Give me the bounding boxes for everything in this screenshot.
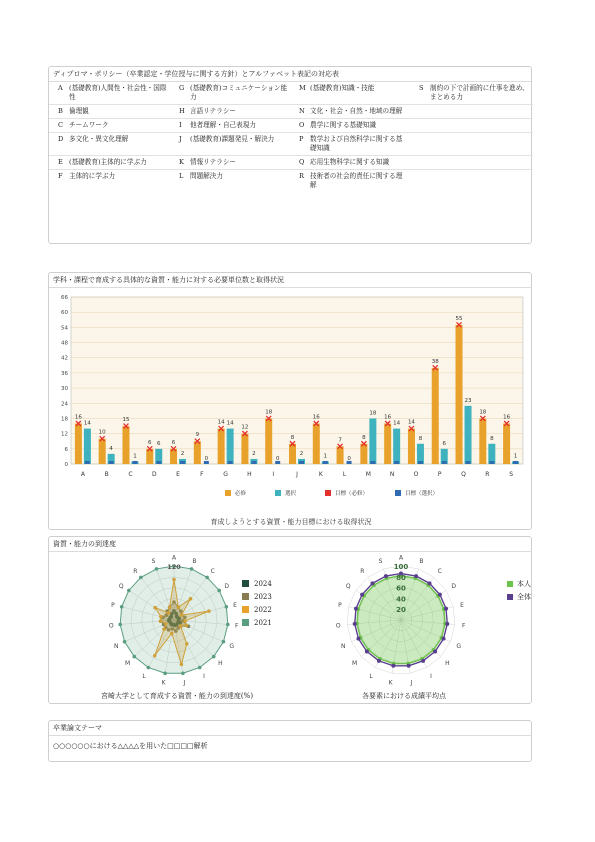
diploma-policy-panel bbox=[48, 66, 532, 244]
data-label-required: 16 bbox=[312, 414, 320, 421]
policy-description: 文化・社会・自然・地域の理解 bbox=[308, 105, 410, 119]
x-tick-label: D bbox=[151, 471, 157, 478]
bar-required bbox=[360, 444, 367, 464]
bar-required bbox=[75, 424, 82, 464]
radar-tick-label: 100 bbox=[393, 563, 409, 571]
radar-axis-label: J bbox=[410, 679, 413, 687]
chart-caption: 育成しようとする資質・能力目標における取得状況 bbox=[210, 518, 372, 526]
radar-axis-label: N bbox=[114, 642, 119, 650]
radar-axis-label: Q bbox=[345, 583, 351, 591]
policy-description: 倫理観 bbox=[67, 105, 170, 119]
data-label-elective: 14 bbox=[393, 420, 401, 427]
bar-elective bbox=[393, 429, 400, 464]
bar-required bbox=[194, 441, 201, 464]
target-elective-mark bbox=[180, 461, 185, 464]
radar-point bbox=[198, 666, 202, 670]
radar2-legend bbox=[507, 577, 531, 603]
radar-axis-label: B bbox=[419, 557, 424, 565]
legend-swatch bbox=[242, 593, 249, 600]
bar-required bbox=[122, 426, 129, 464]
data-label-elective: 0 bbox=[204, 456, 209, 462]
legend-label: 本人 bbox=[517, 579, 531, 588]
radar-point bbox=[384, 574, 388, 578]
data-label-required: 16 bbox=[384, 414, 392, 421]
radar-point bbox=[414, 574, 418, 578]
bar-required bbox=[313, 424, 320, 464]
legend-label: 目標（必修） bbox=[335, 491, 369, 497]
data-label-elective: 1 bbox=[133, 453, 137, 460]
radar-point bbox=[163, 671, 167, 675]
y-tick-label: 0 bbox=[64, 462, 68, 468]
target-elective-mark bbox=[156, 461, 161, 464]
data-label-elective: 4 bbox=[109, 445, 113, 452]
radar-axis-label: H bbox=[218, 660, 223, 668]
policy-code: L bbox=[179, 172, 184, 180]
data-label-elective: 1 bbox=[513, 453, 518, 460]
policy-code: D bbox=[49, 133, 67, 156]
radar-series-area bbox=[120, 566, 228, 673]
radar-point bbox=[123, 640, 127, 644]
legend-item bbox=[242, 577, 272, 590]
target-elective-mark bbox=[85, 461, 90, 464]
y-tick-label: 60 bbox=[61, 310, 68, 317]
y-tick-label: 18 bbox=[61, 416, 68, 423]
x-tick-label: F bbox=[200, 471, 204, 478]
radar-point bbox=[391, 664, 395, 668]
policy-description bbox=[428, 170, 533, 193]
x-tick-label: J bbox=[296, 471, 298, 478]
policy-code: K bbox=[170, 156, 188, 170]
radar-tick-label: 60 bbox=[396, 584, 406, 593]
bar-elective bbox=[417, 444, 424, 464]
policy-code: O bbox=[290, 119, 308, 133]
policy-code: A bbox=[49, 82, 67, 105]
bar-required bbox=[289, 444, 296, 464]
data-label-elective: 0 bbox=[275, 456, 280, 462]
legend-swatch bbox=[395, 490, 401, 496]
radar-chart-grades bbox=[326, 551, 476, 689]
x-tick-label: P bbox=[437, 471, 442, 478]
bar-required bbox=[384, 424, 391, 464]
policy-description: チームワーク bbox=[67, 119, 170, 133]
data-label-required: 6 bbox=[148, 439, 152, 446]
legend-swatch bbox=[242, 580, 249, 587]
radar-point bbox=[212, 655, 216, 659]
policy-description: 数学および自然科学に関する基礎知識 bbox=[308, 133, 410, 156]
radar-axis-label: S bbox=[378, 557, 383, 565]
radar-point bbox=[444, 607, 448, 611]
thesis-title: 卒業論文テーマ bbox=[49, 721, 531, 736]
radar-point bbox=[132, 655, 136, 659]
policy-code: G bbox=[170, 82, 188, 105]
bar-elective bbox=[369, 418, 376, 464]
data-label-required: 8 bbox=[290, 434, 295, 441]
bar-required bbox=[432, 368, 439, 464]
credits-chart-panel bbox=[48, 272, 532, 530]
radar-axis-label: M bbox=[125, 660, 131, 668]
radar-point bbox=[433, 649, 437, 653]
chart-panel-title: 学科・課程で育成する具体的な資質・能力に対する必要単位数と取得状況 bbox=[49, 273, 531, 288]
policy-description: 他者理解・自己表現力 bbox=[188, 119, 290, 133]
policy-code bbox=[410, 170, 428, 193]
bar-elective bbox=[227, 429, 234, 464]
radar-axis-label: O bbox=[108, 622, 114, 630]
x-tick-label: L bbox=[342, 471, 347, 478]
target-elective-mark bbox=[132, 461, 137, 464]
legend-label: 2023 bbox=[254, 592, 272, 601]
radar-point bbox=[205, 576, 209, 580]
policy-code: E bbox=[49, 156, 67, 170]
policy-code: I bbox=[170, 119, 188, 133]
radar-point bbox=[445, 622, 449, 626]
legend-label: 2022 bbox=[254, 605, 272, 614]
radar-axis-label: E bbox=[233, 602, 237, 610]
radar-point bbox=[118, 623, 122, 627]
legend-label: 目標（選択） bbox=[405, 491, 439, 497]
x-tick-label: E bbox=[176, 471, 180, 478]
policy-description bbox=[428, 105, 533, 119]
radar-point bbox=[222, 640, 226, 644]
radar-tick-label: 80 bbox=[396, 573, 406, 582]
radar-axis-label: R bbox=[360, 567, 365, 575]
radar1-caption: 宮崎大学として育成する資質・能力の到達度(%) bbox=[100, 692, 254, 700]
legend-swatch bbox=[275, 490, 281, 496]
target-elective-mark bbox=[228, 461, 233, 464]
data-label-required: 12 bbox=[241, 424, 249, 431]
thesis-panel bbox=[48, 720, 532, 762]
radar-axis-label: K bbox=[388, 679, 393, 687]
policy-code: M bbox=[290, 82, 308, 105]
y-tick-label: 54 bbox=[61, 325, 68, 332]
target-elective-mark bbox=[323, 461, 328, 464]
bar-elective bbox=[465, 406, 472, 464]
data-label-required: 38 bbox=[431, 358, 439, 365]
x-tick-label: A bbox=[80, 471, 85, 478]
radar-point bbox=[438, 593, 442, 597]
data-label-required: 15 bbox=[122, 417, 130, 424]
bar-required bbox=[408, 429, 415, 464]
radar-point bbox=[127, 589, 131, 593]
radar-axis-label: B bbox=[192, 557, 197, 565]
radar-axis-label: K bbox=[161, 679, 166, 687]
bar-required bbox=[99, 439, 106, 464]
legend-label: 全体 bbox=[517, 592, 531, 601]
target-elective-mark bbox=[489, 461, 494, 464]
policy-code: P bbox=[290, 133, 308, 156]
data-label-elective: 2 bbox=[299, 450, 304, 457]
diploma-policy-title: ディプロマ・ポリシー（卒業認定・学位授与に関する方針）とアルファベット表記の対応表 bbox=[49, 67, 531, 82]
radar-axis-label: D bbox=[451, 583, 457, 591]
legend-swatch bbox=[507, 581, 513, 587]
y-tick-label: 6 bbox=[64, 446, 68, 453]
thesis-text: ○○○○○○における△△△△を用いた□□□□解析 bbox=[53, 742, 208, 750]
data-label-elective: 6 bbox=[157, 440, 161, 447]
radar-axis-label: A bbox=[171, 554, 177, 562]
policy-description: (基礎教育)課題発見・解決力 bbox=[188, 133, 290, 156]
legend-item bbox=[507, 590, 531, 603]
data-label-elective: 8 bbox=[490, 435, 494, 442]
bar-elective bbox=[488, 444, 495, 464]
data-label-required: 10 bbox=[98, 429, 106, 436]
policy-description: 制約の下で計画的に仕事を進め、まとめる力 bbox=[428, 82, 533, 105]
radar-point bbox=[354, 607, 358, 611]
x-tick-label: B bbox=[104, 471, 109, 478]
radar-axis-label: I bbox=[203, 672, 205, 680]
policy-code: F bbox=[58, 172, 63, 180]
y-tick-label: 24 bbox=[61, 401, 68, 408]
radar-axis-label: I bbox=[430, 672, 432, 680]
data-label-elective: 1 bbox=[323, 453, 328, 460]
policy-code: N bbox=[290, 105, 308, 119]
data-label-elective: 23 bbox=[464, 397, 472, 404]
policy-code: J bbox=[170, 133, 188, 156]
data-label-elective: 0 bbox=[347, 456, 351, 462]
radar-point bbox=[370, 581, 374, 585]
radar-chart-achievement bbox=[99, 551, 249, 689]
policy-code bbox=[410, 119, 428, 133]
radar-axis-label: P bbox=[111, 602, 115, 610]
x-tick-label: K bbox=[318, 471, 323, 478]
target-elective-mark bbox=[513, 461, 518, 464]
legend-item bbox=[507, 577, 531, 590]
bar-required bbox=[503, 424, 510, 464]
legend-label: 2024 bbox=[254, 579, 272, 588]
policy-code bbox=[410, 156, 428, 170]
data-label-required: 7 bbox=[338, 437, 342, 444]
radar-tick-label: 120 bbox=[167, 563, 181, 571]
data-label-elective: 18 bbox=[369, 410, 377, 417]
legend-swatch bbox=[242, 619, 249, 626]
diploma-policy-row bbox=[49, 119, 533, 133]
radar-point bbox=[190, 567, 194, 571]
target-elective-mark bbox=[370, 461, 375, 464]
radar-point bbox=[155, 567, 159, 571]
x-tick-label: Q bbox=[461, 471, 466, 478]
target-elective-mark bbox=[251, 461, 256, 464]
legend-label: 2021 bbox=[254, 618, 272, 627]
policy-description: 言語リテラシー bbox=[188, 105, 290, 119]
policy-description bbox=[428, 156, 533, 170]
legend-swatch bbox=[507, 594, 513, 600]
legend-swatch bbox=[325, 490, 331, 496]
legend-item bbox=[242, 590, 272, 603]
policy-code: S bbox=[410, 82, 428, 105]
bar-elective bbox=[84, 429, 91, 464]
x-tick-label: C bbox=[128, 471, 133, 478]
radar2-caption: 各要素における成績平均点 bbox=[362, 692, 446, 700]
radar-axis-label: Q bbox=[118, 583, 124, 591]
bar-chart bbox=[53, 287, 529, 512]
bar-required bbox=[265, 418, 272, 464]
radar-axis-label: G bbox=[456, 642, 462, 650]
radar-axis-label: J bbox=[183, 679, 186, 687]
policy-description: 農学に関する基礎知識 bbox=[308, 119, 410, 133]
radar1-legend bbox=[242, 577, 272, 629]
radar-point bbox=[225, 605, 229, 609]
x-tick-label: R bbox=[485, 471, 490, 478]
policy-description: 多文化・異文化理解 bbox=[67, 133, 170, 156]
policy-code: Q bbox=[290, 156, 308, 170]
legend-item bbox=[242, 603, 272, 616]
data-label-required: 18 bbox=[479, 409, 487, 416]
data-label-elective: 14 bbox=[83, 420, 91, 427]
target-elective-mark bbox=[418, 461, 423, 464]
policy-code bbox=[410, 133, 428, 156]
radar-point bbox=[120, 605, 124, 609]
bar-required bbox=[337, 446, 344, 464]
legend-item bbox=[242, 616, 272, 629]
radar-axis-label: N bbox=[341, 642, 346, 650]
bar-chart-svg bbox=[53, 287, 529, 512]
policy-code bbox=[410, 105, 428, 119]
diploma-policy-table bbox=[49, 82, 533, 192]
policy-description: (基礎教育)主体的に学ぶ力 bbox=[67, 156, 170, 170]
diploma-policy-row bbox=[49, 170, 533, 193]
diploma-policy-row bbox=[49, 156, 533, 170]
data-label-required: 18 bbox=[265, 409, 273, 416]
target-elective-mark bbox=[442, 461, 447, 464]
y-tick-label: 48 bbox=[61, 340, 68, 347]
diploma-policy-row bbox=[49, 133, 533, 156]
target-elective-mark bbox=[299, 461, 304, 464]
data-label-elective: 6 bbox=[442, 440, 446, 447]
policy-code: C bbox=[49, 119, 67, 133]
radar-axis-label: A bbox=[398, 554, 404, 562]
radar-axis-label: L bbox=[142, 672, 146, 680]
x-tick-label: N bbox=[389, 471, 395, 478]
data-label-elective: 8 bbox=[418, 435, 423, 442]
radar-axis-label: S bbox=[151, 557, 156, 565]
radar-axis-label: P bbox=[338, 602, 342, 610]
policy-description: 応用生物科学に関する知識 bbox=[308, 156, 410, 170]
policy-code: H bbox=[170, 105, 188, 119]
legend-swatch bbox=[225, 490, 231, 496]
x-tick-label: G bbox=[223, 471, 228, 478]
radar-point bbox=[356, 637, 360, 641]
radar-axis-label: H bbox=[445, 660, 450, 668]
radar-axis-label: E bbox=[460, 602, 464, 610]
radar-axis-label: F bbox=[462, 622, 466, 630]
achievement-panel bbox=[48, 536, 532, 704]
data-label-elective: 2 bbox=[180, 450, 185, 457]
y-tick-label: 36 bbox=[61, 370, 68, 377]
bar-required bbox=[456, 325, 463, 464]
x-tick-label: I bbox=[272, 471, 275, 478]
legend-label: 必修 bbox=[235, 491, 247, 497]
x-tick-label: S bbox=[509, 471, 514, 478]
radar-point bbox=[226, 623, 230, 627]
policy-description bbox=[428, 133, 533, 156]
radar-axis-label: D bbox=[224, 583, 230, 591]
policy-description: 情報リテラシー bbox=[188, 156, 290, 170]
policy-description: 問題解決力 bbox=[190, 172, 223, 180]
data-label-required: 55 bbox=[455, 315, 463, 322]
y-tick-label: 66 bbox=[61, 295, 68, 301]
bar-required bbox=[479, 418, 486, 464]
radar-point bbox=[146, 666, 150, 670]
radar-tick-label: 20 bbox=[396, 606, 406, 615]
y-tick-label: 42 bbox=[61, 355, 68, 362]
policy-description: 主体的に学ぶ力 bbox=[69, 172, 116, 180]
radar-point bbox=[421, 659, 425, 663]
radar-axis-label: R bbox=[133, 567, 138, 575]
radar-point bbox=[377, 659, 381, 663]
diploma-policy-row bbox=[49, 105, 533, 119]
radar-axis-label: C bbox=[437, 567, 442, 575]
radar-axis-label: L bbox=[369, 672, 373, 680]
data-label-elective: 2 bbox=[252, 450, 256, 457]
radar-axis-label: C bbox=[210, 567, 215, 575]
diploma-policy-row bbox=[49, 82, 533, 105]
policy-description bbox=[428, 119, 533, 133]
policy-description: (基礎教育)人間性・社会性・国際性 bbox=[67, 82, 170, 105]
radar-axis-label: O bbox=[335, 622, 341, 630]
bar-required bbox=[218, 429, 225, 464]
radar-point bbox=[365, 649, 369, 653]
radar-point bbox=[353, 622, 357, 626]
legend-swatch bbox=[242, 606, 249, 613]
radar-point bbox=[428, 581, 432, 585]
data-label-required: 14 bbox=[217, 419, 225, 426]
radar-point bbox=[442, 637, 446, 641]
policy-description: (基礎教育)コミュニケーション能力 bbox=[188, 82, 290, 105]
x-tick-label: O bbox=[413, 471, 419, 478]
radar-point bbox=[360, 593, 364, 597]
data-label-elective: 14 bbox=[226, 420, 234, 427]
y-tick-label: 30 bbox=[61, 386, 68, 393]
policy-description: (基礎教育)知識・技能 bbox=[308, 82, 410, 105]
data-label-required: 9 bbox=[195, 432, 200, 439]
y-tick-label: 12 bbox=[61, 431, 68, 438]
radar-tick-label: 40 bbox=[396, 595, 406, 604]
target-elective-mark bbox=[466, 461, 471, 464]
policy-code: R bbox=[299, 172, 304, 180]
radar-point bbox=[217, 589, 221, 593]
policy-description: 技術者の社会的責任に関する理解 bbox=[310, 172, 403, 189]
radar-axis-label: M bbox=[352, 660, 358, 668]
data-label-required: 14 bbox=[407, 419, 415, 426]
target-elective-mark bbox=[109, 461, 114, 464]
data-label-required: 8 bbox=[362, 434, 366, 441]
target-elective-mark bbox=[394, 461, 399, 464]
radar-axis-label: F bbox=[235, 622, 239, 630]
radar-axis-label: G bbox=[229, 642, 235, 650]
legend-label: 選択 bbox=[285, 491, 297, 497]
data-label-required: 6 bbox=[171, 439, 176, 446]
radar-point bbox=[181, 671, 185, 675]
bar-required bbox=[241, 434, 248, 464]
radar-point bbox=[139, 576, 143, 580]
data-label-required: 16 bbox=[74, 414, 82, 421]
radar-point bbox=[407, 664, 411, 668]
achievement-panel-title: 資質・能力の到達度 bbox=[49, 537, 531, 552]
x-tick-label: M bbox=[365, 471, 371, 478]
policy-code: B bbox=[49, 105, 67, 119]
x-tick-label: H bbox=[247, 471, 252, 478]
plot-area bbox=[71, 297, 523, 464]
data-label-required: 16 bbox=[503, 414, 511, 421]
